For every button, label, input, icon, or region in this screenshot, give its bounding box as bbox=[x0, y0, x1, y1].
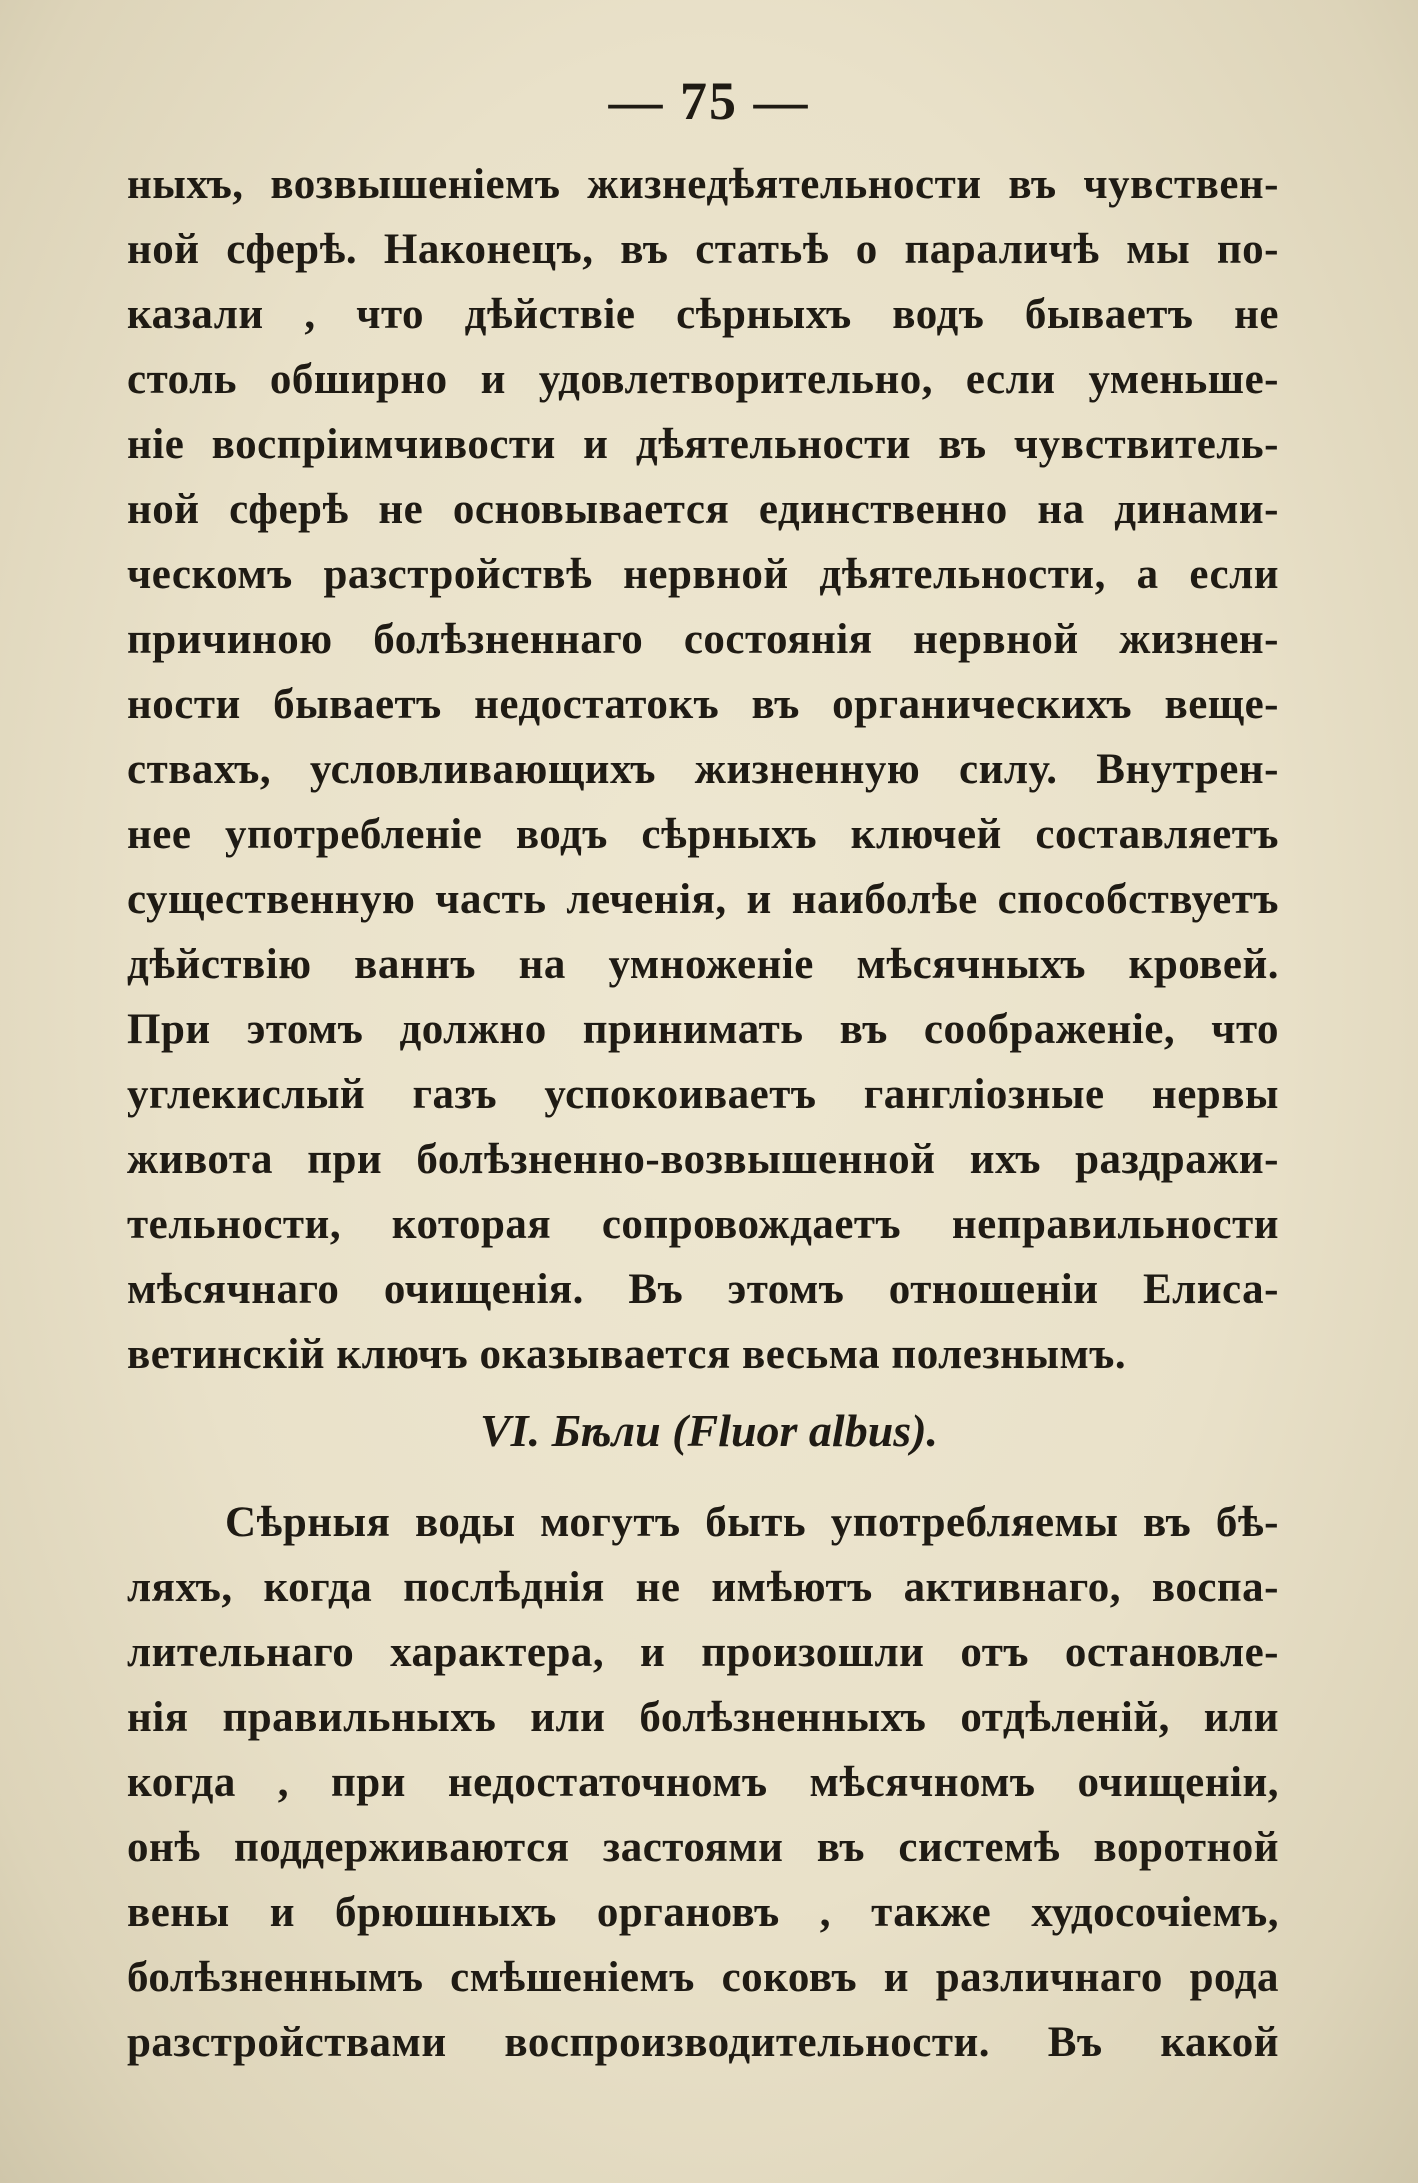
text-line: болѣзненнымъ смѣшеніемъ соковъ и различнаго рода bbox=[127, 1954, 1279, 2001]
paragraph-2 bbox=[127, 1490, 1279, 2075]
text-line: нее употребленіе водъ сѣрныхъ ключей составляетъ bbox=[127, 811, 1279, 858]
text-line: онѣ поддерживаются застоями въ системѣ воротной bbox=[127, 1824, 1279, 1871]
text-line: лительнаго характера, и произошли отъ остановле- bbox=[127, 1629, 1279, 1676]
text-line: когда , при недостаточномъ мѣсячномъ очищеніи, bbox=[127, 1759, 1279, 1806]
text-line: разстройствами воспроизводительности. Въ какой bbox=[127, 2019, 1279, 2066]
text-line: вены и брюшныхъ органовъ , также худосочіемъ, bbox=[127, 1889, 1279, 1936]
text-line: ствахъ, условливающихъ жизненную силу. Внутрен- bbox=[127, 746, 1279, 793]
text-line: мѣсячнаго очищенія. Въ этомъ отношеніи Елиса- bbox=[127, 1266, 1279, 1313]
text-line: При этомъ должно принимать въ соображеніе, что bbox=[127, 1006, 1279, 1053]
text-line: ности бываетъ недостатокъ въ органическихъ веще- bbox=[127, 681, 1279, 728]
text-line: столь обширно и удовлетворительно, если уменьше- bbox=[127, 356, 1279, 403]
text-line: ветинскій ключъ оказывается весьма полезнымъ. bbox=[127, 1331, 1127, 1378]
text-line: ныхъ, возвышеніемъ жизнедѣятельности въ чувствен- bbox=[127, 161, 1279, 208]
text-line: ческомъ разстройствѣ нервной дѣятельности, а если bbox=[127, 551, 1279, 598]
text-line: живота при болѣзненно-возвышенной ихъ раздражи- bbox=[127, 1136, 1279, 1183]
text-line: казали , что дѣйствіе сѣрныхъ водъ бываетъ не bbox=[127, 291, 1279, 338]
paragraph-1 bbox=[127, 152, 1279, 1387]
text-line: ной сферѣ. Наконецъ, въ статьѣ о параличѣ мы по- bbox=[127, 226, 1279, 273]
text-line: ляхъ, когда послѣднія не имѣютъ активнаго, воспа- bbox=[127, 1564, 1279, 1611]
section-heading: VI. Бѣли (Fluor albus). bbox=[479, 1405, 939, 1456]
text-line: существенную часть леченія, и наиболѣе способствуетъ bbox=[127, 876, 1279, 923]
text-line: углекислый газъ успокоиваетъ гангліозные нервы bbox=[127, 1071, 1279, 1118]
text-line: ной сферѣ не основывается единственно на динами- bbox=[127, 486, 1279, 533]
text-line: ніе воспріимчивости и дѣятельности въ чувствитель- bbox=[127, 421, 1279, 468]
page-number: — 75 — bbox=[608, 71, 810, 131]
text-line: Сѣрныя воды могутъ быть употребляемы въ бѣ- bbox=[225, 1499, 1279, 1546]
text-line: тельности, которая сопровождаетъ неправильности bbox=[127, 1201, 1279, 1248]
text-line: дѣйствію ваннъ на умноженіе мѣсячныхъ кровей. bbox=[127, 941, 1279, 988]
text-line: причиною болѣзненнаго состоянія нервной жизнен- bbox=[127, 616, 1279, 663]
text-line: нія правильныхъ или болѣзненныхъ отдѣленій, или bbox=[127, 1694, 1279, 1741]
